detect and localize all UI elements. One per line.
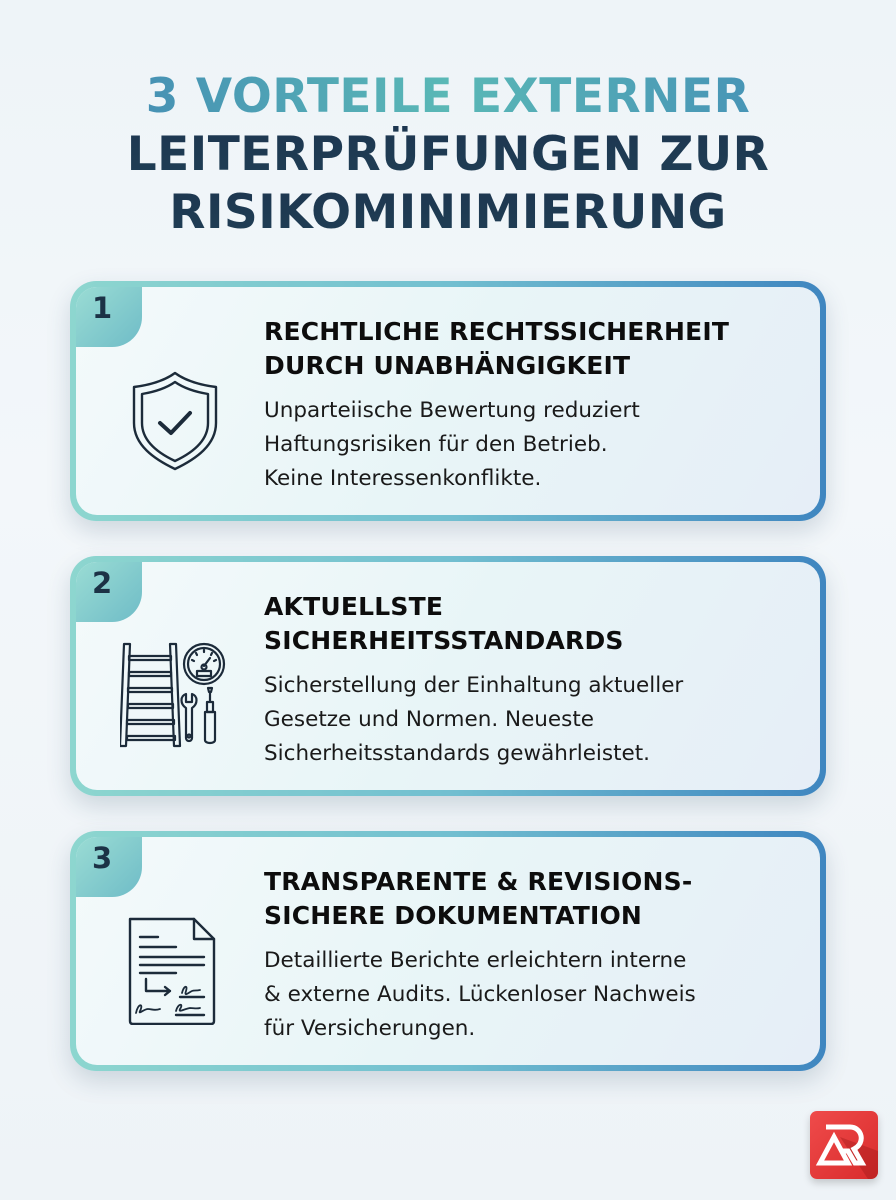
benefit-card-2 [70, 556, 826, 796]
number-badge [76, 287, 142, 347]
card-desc-line: & externe Audits. Lückenloser Nachweis [264, 982, 696, 1007]
ar-logo-icon [810, 1111, 878, 1179]
card-description [264, 669, 820, 771]
card-title [264, 315, 820, 383]
card-title [264, 590, 820, 658]
card-title-line: TRANSPARENTE & REVISIONS- [264, 867, 693, 896]
ladder-tools-icon [120, 640, 230, 750]
card-desc-line: Gesetze und Normen. Neueste [264, 707, 595, 732]
card-description [264, 394, 820, 496]
card-number: 2 [92, 566, 113, 600]
card-desc-line: Sicherstellung der Einhaltung aktueller [264, 673, 684, 698]
card-desc-line: Haftungsrisiken für den Betrieb. [264, 432, 608, 457]
card-desc-line: Keine Interessenkonflikte. [264, 466, 542, 491]
card-title-line: SICHERHEITSSTANDARDS [264, 626, 624, 655]
card-title-line: RECHTLICHE RECHTSSICHERHEIT [264, 317, 730, 346]
benefit-card-3 [70, 831, 826, 1071]
page-title [0, 68, 896, 242]
card-title [264, 865, 820, 933]
card-desc-line: Detaillierte Berichte erleichtern interne [264, 948, 687, 973]
card-number: 1 [92, 291, 113, 325]
title-line-3: RISIKOMINIMIERUNG [0, 184, 896, 242]
card-desc-line: Sicherheitsstandards gewährleistet. [264, 741, 651, 766]
card-title-line: SICHERE DOKUMENTATION [264, 901, 643, 930]
card-title-line: AKTUELLSTE [264, 592, 444, 621]
shield-check-icon [120, 365, 230, 475]
card-description [264, 944, 820, 1046]
card-desc-line: Unparteiische Bewertung reduziert [264, 398, 640, 423]
benefit-card-1 [70, 281, 826, 521]
card-number: 3 [92, 841, 113, 875]
title-line-1: 3 VORTEILE EXTERNER [0, 68, 896, 126]
signed-document-icon [120, 915, 230, 1025]
number-badge [76, 837, 142, 897]
card-title-line: DURCH UNABHÄNGIGKEIT [264, 351, 631, 380]
card-desc-line: für Versicherungen. [264, 1016, 476, 1041]
number-badge [76, 562, 142, 622]
title-line-2: LEITERPRÜFUNGEN ZUR [0, 126, 896, 184]
